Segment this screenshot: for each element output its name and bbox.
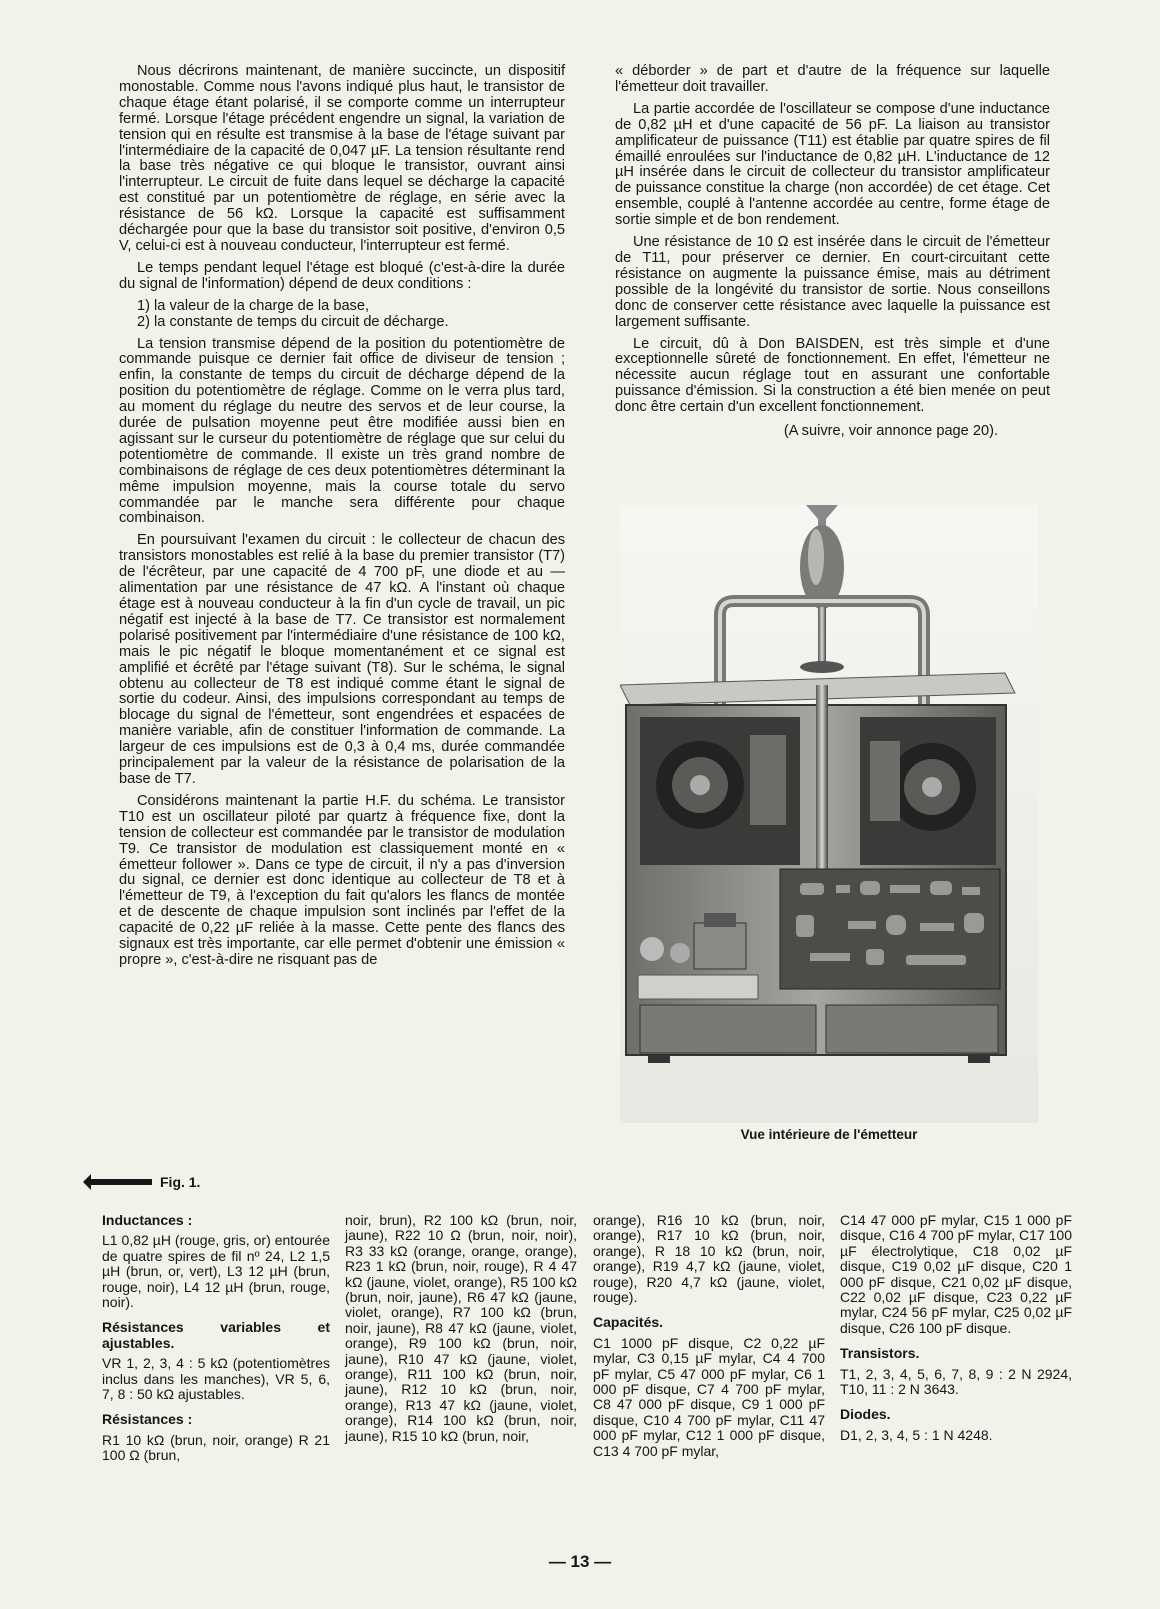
parts-text: R1 10 kΩ (brun, noir, orange) R 21 100 Ω (brun,: [102, 1431, 330, 1464]
arrow-left-icon: [90, 1179, 152, 1185]
section-heading: Diodes.: [840, 1406, 891, 1423]
section-heading: Résistances :: [102, 1411, 193, 1428]
list-item: 1) la valeur de la charge de la base,: [137, 297, 370, 314]
parts-list-column-4: [840, 1213, 1072, 1453]
parts-list-column-2: [345, 1213, 577, 1454]
continuation-note: (A suivre, voir annonce page 20).: [783, 423, 998, 440]
paragraph: Le circuit, dû à Don BAISDEN, est très simple et d'une exceptionnelle sûreté de fonctionnement. En effet, l'émetteur ne nécessite aucun réglage tout en assurant une confortable puissance d'émission. Si la construction a été bien menée on peut donc être certain d'un excellent fonctionnement.: [615, 335, 1050, 416]
article-right-column: [615, 64, 1050, 440]
page-number: — 13 —: [548, 1552, 612, 1571]
transmitter-interior-photo: [620, 505, 1038, 1123]
photo-caption: Vue intérieure de l'émetteur: [740, 1127, 918, 1142]
parts-list-column-3: [593, 1213, 825, 1469]
parts-text: C1 1000 pF disque, C2 0,22 µF mylar, C3 0,15 µF mylar, C4 4 700 pF mylar, C5 47 000 pF mylar, C6 1 000 pF disque, C7 4 700 pF mylar, C8 47 000 pF disque, C9 1 000 pF disque, C10 4 700 pF mylar, C11 47 000 pF mylar, C12 1 000 pF disque, C13 4 700 pF mylar,: [593, 1334, 825, 1459]
article-left-column: [119, 64, 565, 975]
paragraph: Le temps pendant lequel l'étage est bloqué (c'est-à-dire la durée du signal de l'information) dépend de deux conditions :: [119, 259, 565, 292]
parts-text: orange), R16 10 kΩ (brun, noir, orange), R17 10 kΩ (brun, noir, orange), R 18 10 kΩ (brun, noir, orange), R19 4,7 kΩ (jaune, violet, rouge), R20 4,7 kΩ (jaune, violet, rouge).: [593, 1212, 825, 1306]
section-heading: Résistances variables et ajustables.: [102, 1319, 330, 1351]
section-heading: Transistors.: [840, 1345, 920, 1362]
parts-text: noir, brun), R2 100 kΩ (brun, noir, jaune), R22 10 Ω (brun, noir, noir), R3 33 kΩ (orange, orange, orange), R23 1 kΩ (brun, noir, rouge), R 4 47 kΩ (jaune, violet, orange), R5 100 kΩ (brun, noir, jaune), R6 47 kΩ (jaune, violet, orange), R7 100 kΩ (brun, noir, jaune), R8 47 kΩ (jaune, violet, orange), R9 100 kΩ (brun, noir, jaune), R10 47 kΩ (jaune, violet, orange), R11 100 kΩ (brun, noir, jaune), R12 10 kΩ (brun, noir, orange), R13 47 kΩ (jaune, violet, orange), R14 100 kΩ (brun, noir, jaune), R15 10 kΩ (brun, noir,: [345, 1212, 577, 1444]
paragraph: Une résistance de 10 Ω est insérée dans le circuit de l'émetteur de T11, pour préserver ce dernier. En court-circuitant cette résistance on augmente la puissance émise, mais au détriment possible de la longévité du transistor de sortie. Nous conseillons donc de conserver cette résistance avec laquelle la puissance est largement suffisante.: [615, 234, 1050, 330]
paragraph: En poursuivant l'examen du circuit : le collecteur de chacun des transistors monostables est relié à la base du premier transistor (T7) de l'écrêteur, par une capacité de 4 700 pF, une diode et au — alimentation par une résistance de 47 kΩ. A l'instant où chaque étage est à nouveau conducteur à la fin d'un cycle de travail, un pic négatif est injecté à la base de T7. Ce transistor est normalement polarisé positivement par l'intermédiaire d'une résistance de 100 kΩ, mais le pic négatif le bloque momentanément et ce signal est amplifié et écrêté par l'étage suivant (T8). Sur le schéma, le signal obtenu au collecteur de T8 est indiqué comme étant le signal de sortie du codeur. Ainsi, des impulsions correspondant au temps de blocage du signal de l'émetteur, sont engendrées et espacées de manière variable, afin de constituer l'information de commande. La largeur de ces impulsions est de 0,3 à 0,4 ms, durée commandée principalement par la valeur de la résistance de polarisation de la base de T7.: [119, 532, 565, 787]
parts-list-column-1: [102, 1213, 330, 1474]
figure-reference: [90, 1174, 200, 1190]
parts-text: VR 1, 2, 3, 4 : 5 kΩ (potentiomètres inclus dans les manches), VR 5, 6, 7, 8 : 50 kΩ ajustables.: [102, 1355, 330, 1403]
paragraph: « déborder » de part et d'autre de la fréquence sur laquelle l'émetteur doit travailler.: [615, 63, 1050, 95]
paragraph: Considérons maintenant la partie H.F. du schéma. Le transistor T10 est un oscillateur piloté par quartz à fréquence fixe, dont la tension de collecteur est commandée par le transistor de modulation T9. Ce transistor de modulation est classiquement monté en « émetteur follower ». Dans ce type de circuit, il n'y a pas d'inversion du signal, ce dernier est donc identique au collecteur de T8 et à l'émetteur de T9, à l'exception du fait qu'alors les flancs de montée et de descente de chaque impulsion sont inclinés par l'effet de la capacité de 0,22 µF reliée à la masse. Cette pente des flancs des signaux est très importante, car elle permet d'obtenir une émission « propre », c'est-à-dire ne risquant pas de: [119, 792, 565, 968]
section-heading: Capacités.: [593, 1314, 664, 1331]
section-heading: Inductances :: [102, 1212, 193, 1228]
figure-label: Fig. 1.: [160, 1174, 201, 1190]
paragraph: Nous décrirons maintenant, de manière succincte, un dispositif monostable. Comme nous l'avons indiqué plus haut, le transistor de chaque étage étant polarisé, il se comporte comme un interrupteur fermé. Lorsque l'étage précédent engendre un signal, la variation de tension qui en résulte est transmise à la base de l'étage suivant par l'intermédiaire de la capacité de 0,047 µF. La tension résultante rend la base très négative ce qui bloque le transistor, ouvrant ainsi l'interrupteur. Le circuit de fuite dans lequel se décharge la capacité est constitué par un potentiomètre de réglage, en série avec la résistance de 56 kΩ. Lorsque la capacité est suffisamment déchargée pour que la base du transistor soit positive, d'environ 0,5 V, celui-ci est à nouveau conducteur, l'interrupteur est fermé.: [119, 63, 565, 254]
parts-text: T1, 2, 3, 4, 5, 6, 7, 8, 9 : 2 N 2924, T10, 11 : 2 N 3643.: [840, 1365, 1072, 1398]
list-item: 2) la constante de temps du circuit de décharge.: [137, 313, 449, 330]
parts-text: D1, 2, 3, 4, 5 : 1 N 4248.: [840, 1426, 993, 1443]
paragraph: La tension transmise dépend de la position du potentiomètre de commande puisque ce dernier fait office de diviseur de tension ; enfin, la constante de temps du circuit de décharge dépend de la position du potentiomètre de réglage. Comme on le verra plus tard, au moment du réglage du neutre des servos et de leur course, la durée de pulsation moyenne peut être modifiée aussi bien en agissant sur le curseur du potentiomètre de réglage que sur celui du potentiomètre de commande. Il existe un très grand nombre de combinaisons de réglage de ces deux potentiomètres déterminant la même impulsion moyenne, mais la course totale du servo commandée par le manche sera différente pour chaque combinaison.: [119, 335, 565, 527]
parts-text: C14 47 000 pF mylar, C15 1 000 pF disque, C16 4 700 pF mylar, C17 100 µF électrolytique, C18 0,02 µF disque, C19 0,02 µF disque, C20 1 000 pF disque, C21 0,02 µF disque, C22 0,02 µF disque, C23 0,22 µF mylar, C24 56 pF mylar, C25 0,02 µF disque, C26 100 pF disque.: [840, 1212, 1072, 1336]
paragraph: La partie accordée de l'oscillateur se compose d'une inductance de 0,82 µH et d'une capacité de 56 pF. La liaison au transistor amplificateur de puissance (T11) est établie par quatre spires de fil émaillé enroulées sur l'inductance de 0,82 µH. L'inductance de 12 µH insérée dans le circuit de collecteur du transistor amplificateur de puissance constitue la charge (non accordée) de cet étage. Cet ensemble, couplé à l'antenne accordée au centre, forme étage de sortie simple et de bon rendement.: [615, 100, 1050, 229]
parts-text: L1 0,82 µH (rouge, gris, or) entourée de quatre spires de fil nº 24, L2 1,5 µH (brun, or, vert), L3 12 µH (brun, rouge, noir), L4 12 µH (brun, rouge, noir).: [102, 1232, 330, 1311]
